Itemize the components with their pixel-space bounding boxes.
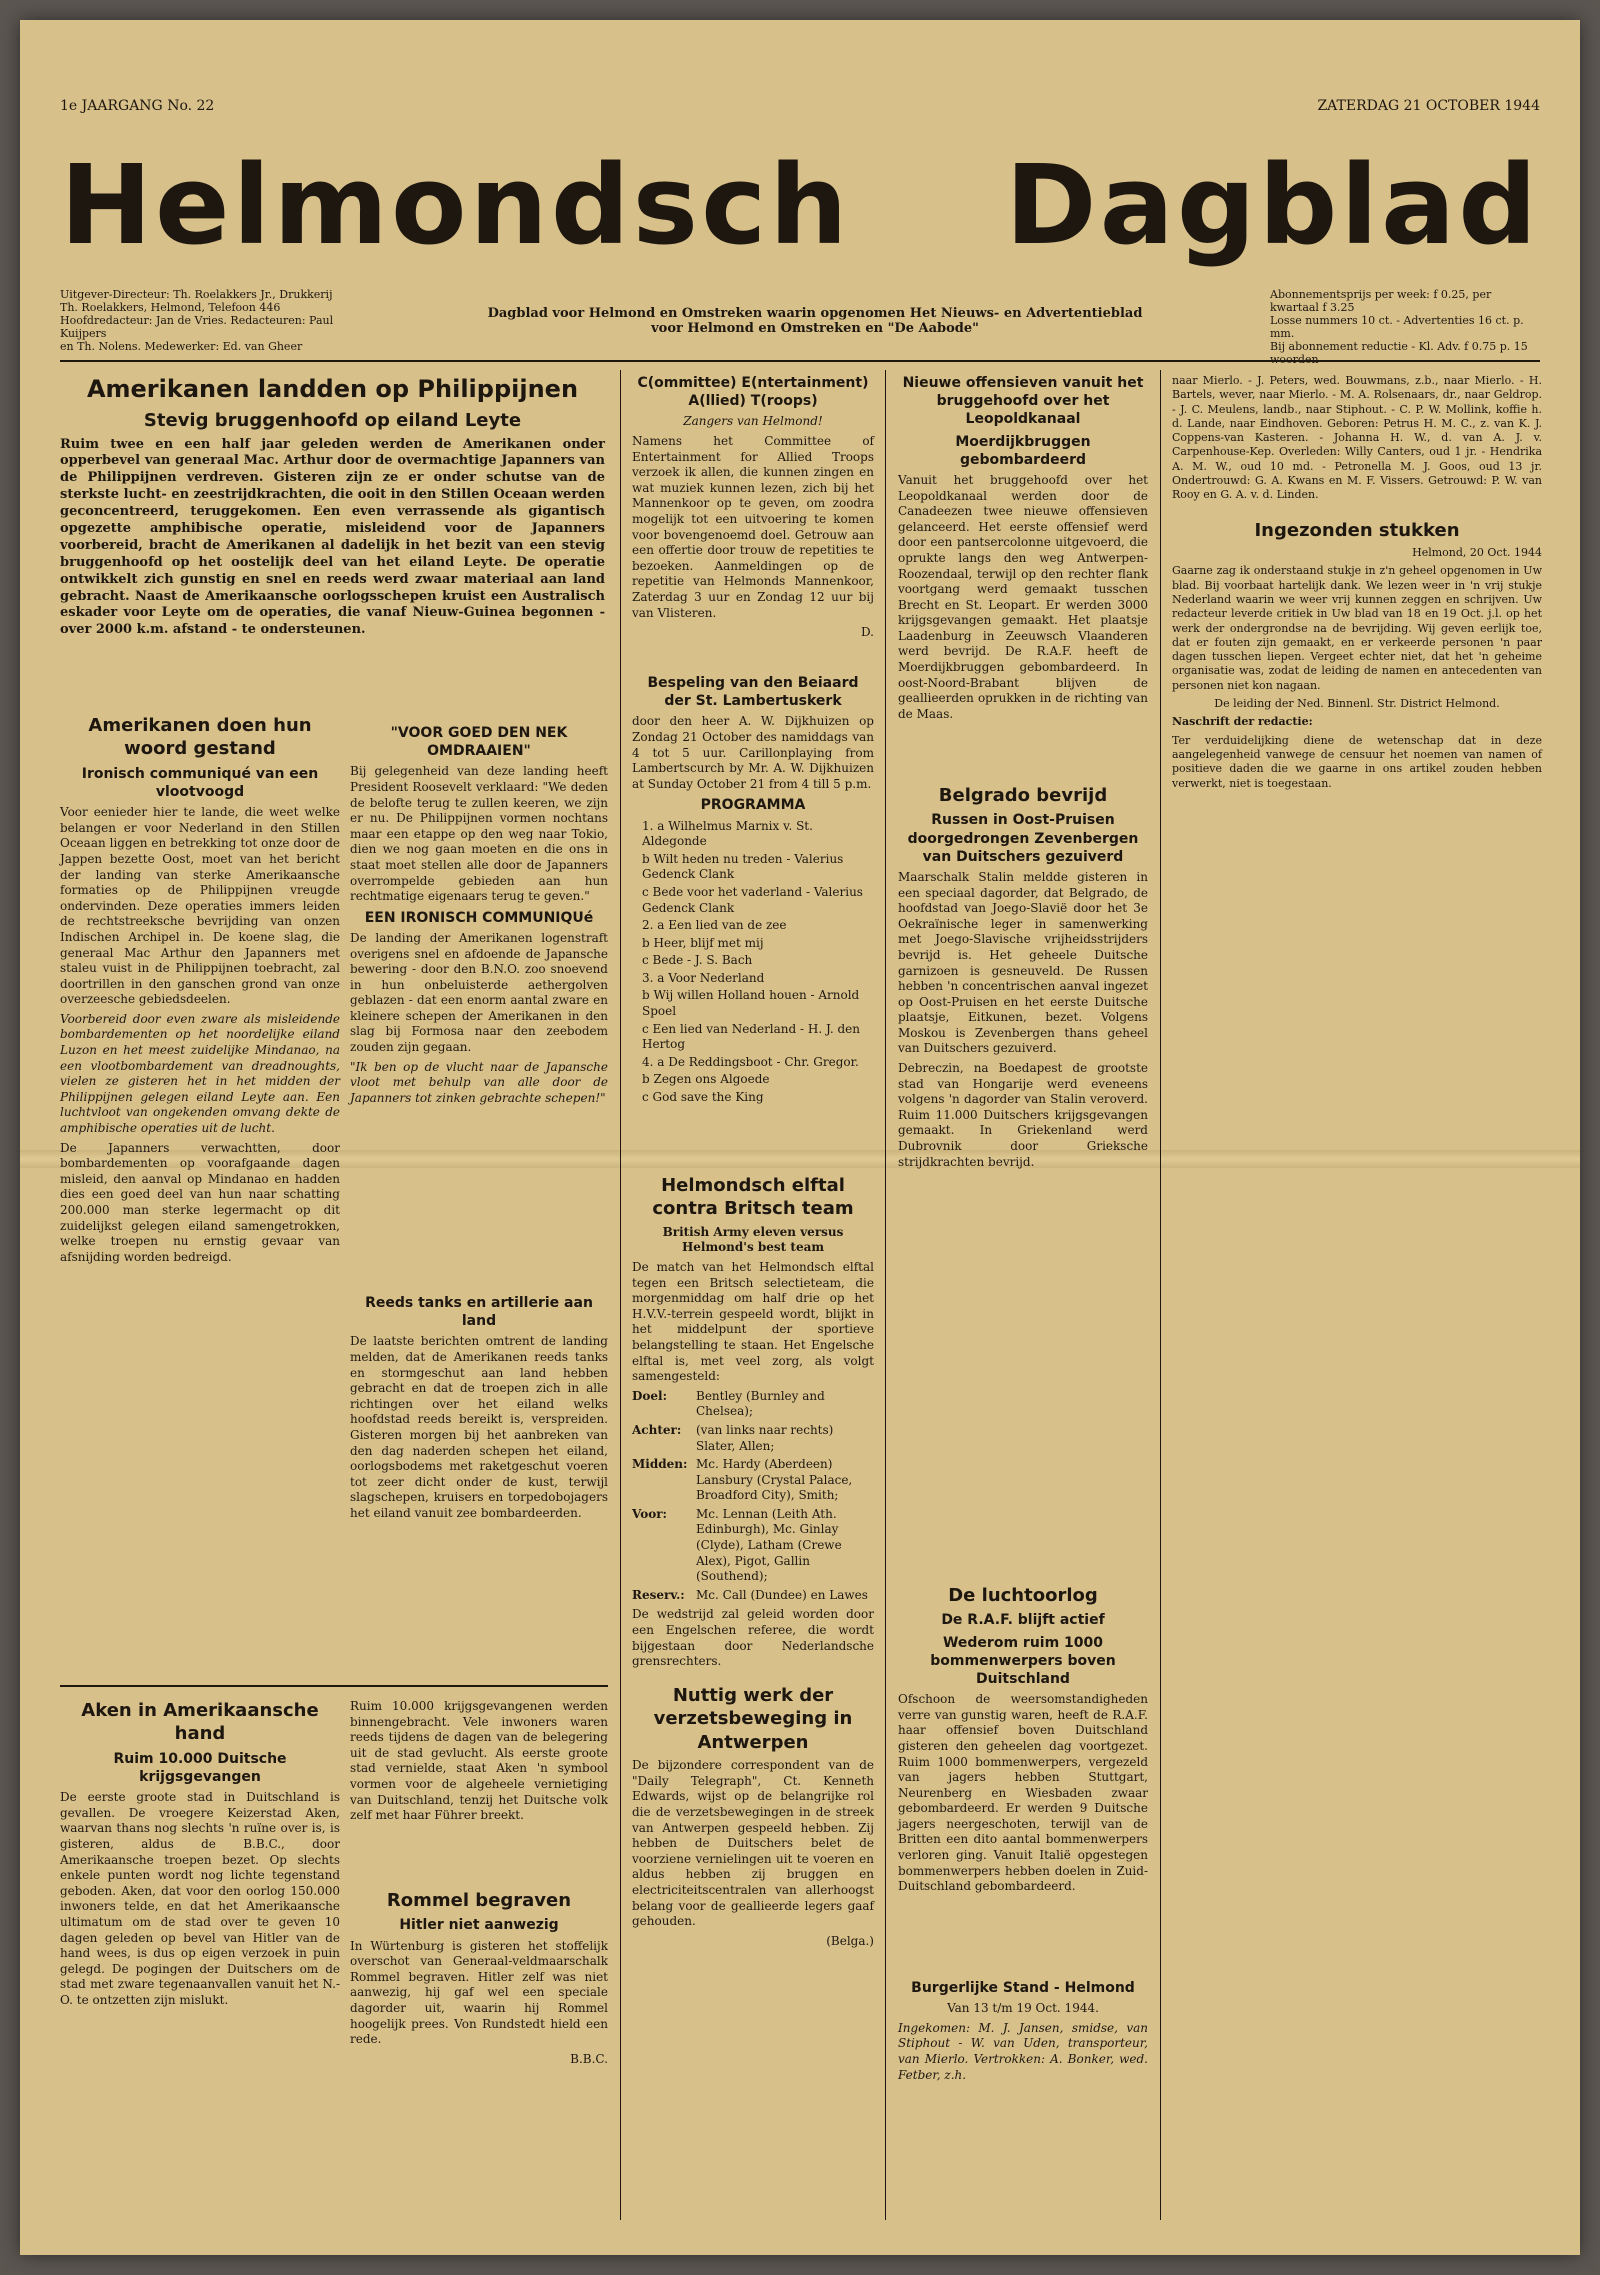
publisher-line: Th. Roelakkers, Helmond, Telefoon 446: [60, 301, 281, 314]
article-nek-quote: "Ik ben op de vlucht naar de Japansche vloot met behulp van alle door de Japanners tot zinken gebrachte schepen!": [350, 1059, 608, 1105]
article-aken-body: Ruim 10.000 krijgsgevangenen werden binnengebracht. Vele inwoners waren reeds tijdens de dagen van de belegering uit de stad gevlucht. Als eerste groote stad vernielde, staat Aken 'n symbool vormen voor de algeheele vernietiging van Duitschland, tenzij het Duitsche volk zelf met haar Führer breekt.: [350, 1699, 608, 1823]
article-committee-subhead: Zangers van Helmond!: [683, 414, 823, 429]
article-aken-subhead: Ruim 10.000 Duitsche krijgsgevangen: [113, 1750, 287, 1785]
subscription-line: Bij abonnement reductie - Kl. Adv. f 0.75 p. 15: [1270, 340, 1528, 353]
lineup-position: Doel:: [632, 1388, 668, 1403]
civil-registry-body: naar Mierlo. - J. Peters, wed. Bouwmans, z.b., naar Mierlo. - H. Bartels, wever, naar Mierlo. - M. A. Rolsenaars, dr., naar Geldrop. - J. C. Meulens, landb., naar Stiphout. - C. P. W. Mollink, koffie h. d. Lande, naar Eindhoven. Geboren: Petrus H. M. C., z. van K. J. Coppens-van Kasteren. - Johanna H. W., d. van A. J. v. Carpenhouse-Kep. Overleden: Willy Canters, oud 1 jr. - Hendrika A. M. W., oud 10 md. - Petronella M. J. Goos, oud 13 jr. Ondertrouwd: G. A. Kwans en M. F. Vissers. Getrouwd: P. W. van Rooy en G. A. v. d. Linden.: [1172, 374, 1542, 502]
program-item: 1. a Wilhelmus Marnix v. St. Aldegonde: [642, 818, 813, 849]
lineup-names: Mc. Hardy (Aberdeen) Lansbury (Crystal Palace, Broadford City), Smith;: [696, 1457, 853, 1503]
lineup-row: [632, 1423, 874, 1454]
header-top-line: [60, 98, 1540, 114]
section-divider: [60, 1685, 608, 1687]
article-nek-body: Bij gelegenheid van deze landing heeft President Roosevelt verklaard: "We deden de belofte terug te zullen keeren, we zijn er nu. De Philippijnen vormen nochtans maar een etappe op den weg naar Tokio, dien we nog gaan moeten en die ons in staat moet stellen alle door de Japanners overrompelde gebieden aan hun rechtmatige eigenaars terug te geven.": [350, 764, 608, 904]
article-rommel: [350, 1885, 608, 2067]
article-doen-headline: Amerikanen doen hun woord gestand: [88, 715, 312, 760]
article-verzet-source: (Belga.): [826, 1933, 874, 1948]
lineup-row: [632, 1457, 874, 1504]
lineup-row: [632, 1389, 874, 1420]
column-divider: [1160, 370, 1161, 2220]
publisher-line: en Th. Nolens. Medewerker: Ed. van Gheer: [60, 340, 303, 353]
ingezonden-headline: Ingezonden stukken: [1254, 519, 1460, 541]
article-offensief-subhead: Moerdijkbruggen gebombardeerd: [955, 433, 1091, 468]
article-lucht-subhead2: Wederom ruim 1000 bommenwerpers boven Duitschland: [930, 1634, 1116, 1687]
article-offensief: [898, 370, 1148, 726]
program-item: c Bede - J. S. Bach: [642, 953, 753, 968]
article-committee-sig: D.: [860, 625, 874, 640]
naschrift-title: Naschrift der redactie:: [1172, 715, 1313, 729]
lineup-position: Voor:: [632, 1506, 667, 1521]
column-divider: [885, 370, 886, 2220]
article-tanks: [350, 1290, 608, 1526]
ingezonden-body: Gaarne zag ik onderstaand stukje in z'n geheel opgenomen in Uw blad. Bij voorbaat hartelijk dank. We lezen weer in 'n vrij stukje Nederland waarin we weer vrij kunnen zeggen en schrijven. Uw redacteur leverde critiek in Uw blad van 18 en 19 Oct. j.l. op het werk der ondergrondse na de bevrijding. Wij geven eerlijk toe, dat er fouten zijn gemaakt, en er verkeerde personen 'n paar dagen tusschen liepen. Vergeet echter niet, dat het 'n geheime organisatie was, zodat de leiding de namen en antecedenten van personen niet kon nagaan.: [1172, 564, 1542, 692]
article-elftal-headline: Helmondsch elftal contra Britsch team: [652, 1175, 854, 1220]
lineup-row: [632, 1507, 874, 1585]
article-doen-body: Voorbereid door even zware als misleidende bombardementen op het noordelijke eiland Luzon en het meest zuidelijke Mindanao, na een vlootbombardement van dreadnoughts, vielen ze gisteren het in het midden der Philippijnen gelegen eiland Leyte aan. Een luchtvloot van ongekenden omvang dekte de amphibische operaties uit de lucht.: [60, 1011, 340, 1136]
naschrift-body: Ter verduidelijking diene de wetenschap dat in deze aangelegenheid vanwege de censuur het noemen van namen of positieve daden die we gaarne in ons artikel zouden hebben verwerkt, niet is toegestaan.: [1172, 733, 1542, 790]
header-info-row: [60, 288, 1540, 358]
main-article: [60, 370, 605, 643]
subscription-info: [1270, 288, 1540, 358]
article-rommel-body: In Würtenburg is gisteren het stoffelijk overschot van Generaal-veldmaarschalk Rommel begraven. Hitler zelf was niet aanwezig, hij gaf wel een speciale dagorder uit, waarin hij Rommel hoogelijk prees. Von Rundstedt hield een rede.: [350, 1938, 608, 2047]
article-elftal-body: De match van het Helmondsch elftal tegen een Britsch selectieteam, die morgenmiddag om half drie op het H.V.V.-terrein gespeeld wordt, blijkt in het middelpunt der sportieve belangstelling te staan. Het Engelsche elftal is, met veel zorg, als volgt samengesteld:: [632, 1259, 874, 1384]
article-aken-headline: Aken in Amerikaansche hand: [81, 1700, 319, 1745]
article-offensief-headline: Nieuwe offensieven vanuit het bruggehoofd over het Leopoldkanaal: [902, 375, 1144, 428]
article-nek-body: De landing der Amerikanen logenstraft overigens snel en afdoende de Japansche bewering - door den B.N.O. zoo snoevend in hun onbeluisterde aethergolven geblazen - dat een enorm aantal zware en kleinere schepen der Amerikanen in den slag bij Formosa naar den zeebodem zouden zijn gegaan.: [350, 930, 608, 1055]
tagline-line: Dagblad voor Helmond en Omstreken waarin opgenomen Het Nieuws- en Advertentieblad: [487, 306, 1143, 321]
program-item: b Wilt heden nu treden - Valerius Gedenck Clank: [642, 851, 844, 882]
article-belgrado-body: Debreczin, na Boedapest de grootste stad van Hongarije werd eveneens volgens 'n dagorder van Stalin veroverd. Ruim 11.000 Duitschers krijgsgevangen gemaakt. In Griekenland werd Dubrovnik door Grieksche strijdkrachten bevrijd.: [898, 1061, 1148, 1169]
article-tanks-headline: Reeds tanks en artillerie aan land: [365, 1295, 593, 1330]
program-item: c Een lied van Nederland - H. J. den Hertog: [642, 1021, 861, 1052]
jaargang-label: 1e JAARGANG No. 22: [60, 98, 215, 114]
article-burgerlijke-body: Ingekomen: M. J. Jansen, smidse, van Stiphout - W. van Uden, transporteur, van Mierlo. Vertrokken: A. Bonker, wed. Fetber, z.h.: [898, 2020, 1148, 2082]
publisher-line: Uitgever-Directeur: Th. Roelakkers Jr., Drukkerij: [60, 288, 333, 301]
publisher-info: [60, 288, 360, 358]
masthead-title-left: Helmondsch: [60, 141, 851, 269]
ingezonden-date: Helmond, 20 Oct. 1944: [1412, 546, 1542, 560]
article-verzet: [632, 1680, 874, 1949]
issue-date: ZATERDAG 21 OCTOBER 1944: [1317, 98, 1540, 114]
article-committee-headline: C(ommittee) E(ntertainment) A(llied) T(roops): [637, 375, 869, 410]
article-lucht-body: Ofschoon de weersomstandigheden verre van gunstig waren, heeft de R.A.F. haar offensief boven Duitschland gisteren den geheelen dag voortgezet. Ruim 1000 bommenwerpers, vergezeld van jagers hebben Stuttgart, Neurenberg en Wiesbaden zwaar gebombardeerd. Er werden 9 Duitsche jagers neergeschoten, terwijl van de Britten een dito aantal bommenwerpers verloren ging. Vanuit Italië opgestegen bommenwerpers hebben doelen in Zuid-Duitschland gebombardeerd.: [898, 1692, 1148, 1894]
article-committee: [632, 370, 874, 641]
tagline-line: voor Helmond en Omstreken en "De Aabode": [651, 321, 979, 336]
article-doen-body: Voor eenieder hier te lande, die weet welke belangen er voor Nederland in den Stillen Oceaan liggen en betrekking tot onze door de Jappen bezette Oost, moet van het bericht der landing van sterke Amerikaansche formaties op de Philippijnen vreugde ondervinden. Deze operaties immers leiden de rechtstreeksche bevrijding van onzen Indischen Archipel in. De koene slag, die generaal Mac Arthur den Japanners met staleu vuist in de Philippijnen toebracht, zal doortrillen in den ganschen grond van onze overzeesche gebiedsdeelen.: [60, 805, 340, 1007]
article-burgerlijke-dates: Van 13 t/m 19 Oct. 1944.: [947, 2001, 1099, 2016]
lineup-position: Reserv.:: [632, 1587, 685, 1602]
tagline: [384, 288, 1246, 358]
article-belgrado: [898, 780, 1148, 1174]
lineup-row: [632, 1588, 874, 1604]
article-committee-body: Namens het Committee of Entertainment for Allied Troops verzoek ik allen, die kunnen zingen en wat muziek kunnen lezen, zich bij het Mannenkoor op te geven, om zoodra mogelijk tot een uitvoering te komen voor bovengenoemd doel. Getrouw aan een offertie door trouw de repetities te bezoeken. Aanmeldingen op de repetitie van Helmonds Mannenkoor, Zaterdag 3 uur en Zondag 12 uur bij van Vlisteren.: [632, 433, 874, 620]
article-verzet-body: De bijzondere correspondent van de "Daily Telegraph", Ct. Kenneth Edwards, wijst op de belangrijke rol die de verzetsbewegingen in de streek van Antwerpen gespeeld hebben. Zij hebben de Duitschers belet de voorziene vernielingen uit te voeren en aldus hebben zij bruggen en electriciteitscentralen van allerhoogst belang voor de geallieerde legers gaaf gehouden.: [632, 1758, 874, 1929]
main-headline: Amerikanen landden op Philippijnen: [86, 375, 579, 403]
lineup-names: (van links naar rechts) Slater, Allen;: [696, 1422, 834, 1453]
article-concert-headline: Bespeling van den Beiaard der St. Lambertuskerk: [647, 675, 859, 710]
article-rommel-source: B.B.C.: [570, 2051, 608, 2066]
program-item: 2. a Een lied van de zee: [642, 918, 787, 933]
masthead: [60, 130, 1540, 280]
article-right-column: [1172, 370, 1542, 795]
article-doen-body: De Japanners verwachtten, door bombardementen op voorafgaande dagen misleid, den aanval op Mindanao en hadden dies een goed deel van hun naar schatting 200.000 man sterke legermacht op dit zuidelijkst gelegen eiland samengetrokken, welke troepen nu ernstig gevaar van afsnijding worden bedreigd.: [60, 1140, 340, 1264]
article-burgerlijke: [898, 1975, 1148, 2087]
article-nek: [350, 720, 608, 1110]
program-item: 3. a Voor Nederland: [642, 970, 765, 985]
article-belgrado-subhead: Russen in Oost-Pruisen doorgedrongen Zevenbergen van Duitschers gezuiverd: [907, 812, 1139, 865]
article-aken-body: De eerste groote stad in Duitschland is gevallen. De vroegere Keizerstad Aken, waarvan thans nog slechts 'n ruïne over is, is gisteren, aldus de B.B.C., door Amerikaansche troepen bezet. Op slechts enkele punten wordt nog lichte tegenstand geboden. Aken, dat voor den oorlog 150.000 inwoners telde, en dat het Amerikaansche ultimatum om de stad over te geven 10 dagen geleden op bevel van Hitler van de hand wees, is dus op eigen verzoek in puin gelegd. De pogingen der Duitschers om de stad met zware tegenaanvallen vanuit het N.-O. te ontzetten zijn mislukt.: [60, 1790, 340, 2007]
article-lucht-subhead: De R.A.F. blijft actief: [941, 1612, 1105, 1629]
article-burgerlijke-headline: Burgerlijke Stand - Helmond: [911, 1980, 1135, 1996]
article-nek-subhead: EEN IRONISCH COMMUNIQUé: [364, 909, 594, 926]
column-divider: [620, 370, 621, 2220]
article-aken: [60, 1695, 340, 2012]
article-concert-body: door den heer A. W. Dijkhuizen op Zondag 21 October des namiddags van 4 tot 5 uur. Carillonplaying from Lambertscurch by Mr. A. W. Dijkhuizen at Sunday October 21 from 4 till 5 p.m.: [632, 714, 874, 791]
article-elftal-closing: De wedstrijd zal geleid worden door een Engelschen referee, die wordt bijgestaan door Nederlandsche grensrechters.: [632, 1607, 874, 1669]
masthead-title-right: Dagblad: [1005, 141, 1540, 269]
program-item: c Bede voor het vaderland - Valerius Gedenck Clank: [642, 884, 863, 915]
article-belgrado-body: Maarschalk Stalin meldde gisteren in een speciaal dagorder, dat Belgrado, de hoofdstad van Joego-Slavië door het 3e Oekraïnische leger in samenwerking met Joego-Slavische vrijheidsstrijders bevrijd is. Het geheele Duitsche garnizoen is gesneuveld. De Russen hebben 'n concentrischen aanval ingezet op Oost-Pruisen en het eerste Duitsche plaatsje, Eitkunen, bezet. Volgens Moskou is Zevenbergen thans geheel van Duitschers gezuiverd.: [898, 869, 1148, 1056]
lineup-position: Achter:: [632, 1422, 682, 1437]
lineup-names: Mc. Call (Dundee) en Lawes: [696, 1587, 868, 1602]
article-tanks-body: De laatste berichten omtrent de landing melden, dat de Amerikanen reeds tanks en stormgeschut aan land hebben gebracht en dat de troepen zich in alle richtingen over het eiland welks hoofdstad reeds bereikt is, verspreiden. Gisteren morgen bij het aanbreken van den dag naderden schepen het eiland, oorlogsbodems met raketgeschut voeren tot zeer dicht onder de kust, terwijl slagschepen, kruisers en torpedobojagers het eiland vanuit zee bombardeerden.: [350, 1334, 608, 1520]
article-rommel-subhead: Hitler niet aanwezig: [399, 1917, 559, 1934]
lineup-names: Bentley (Burnley and Chelsea);: [696, 1388, 825, 1419]
article-concert: [632, 670, 874, 1108]
article-doen-subhead: Ironisch communiqué van een vlootvoogd: [81, 765, 319, 800]
article-elftal-subhead: British Army eleven versus Helmond's best team: [662, 1224, 844, 1255]
lineup-names: Mc. Lennan (Leith Ath. Edinburgh), Mc. Ginlay (Clyde), Latham (Crewe Alex), Pigot, Gallin (Southend);: [696, 1506, 842, 1584]
article-doen: [60, 710, 340, 1269]
subscription-line: Abonnementsprijs per week: f 0.25, per kwartaal f 3.25: [1270, 288, 1492, 314]
program-list: [642, 819, 874, 1106]
program-title: PROGRAMMA: [700, 797, 806, 814]
program-item: 4. a De Reddingsboot - Chr. Gregor.: [642, 1054, 859, 1069]
article-lucht: [898, 1580, 1148, 1899]
ingezonden-sig: De leiding der Ned. Binnenl. Str. District Helmond.: [1214, 697, 1500, 711]
main-subhead: Stevig bruggenhoofd op eiland Leyte: [143, 410, 522, 432]
article-nek-headline: "VOOR GOED DEN NEK OMDRAAIEN": [390, 725, 568, 760]
program-item: c God save the King: [642, 1090, 764, 1105]
header-divider: [60, 360, 1540, 362]
program-item: b Zegen ons Algoede: [642, 1072, 770, 1087]
lineup-position: Midden:: [632, 1457, 688, 1472]
program-item: b Heer, blijf met mij: [642, 935, 764, 950]
article-offensief-body: Vanuit het bruggehoofd over het Leopoldkanaal werden door de Canadeezen twee nieuwe offensieven gelanceerd. Het eerste offensief werd door een pantsercolonne uitgevoerd, die oprukte langs den weg Antwerpen-Roozendaal, terwijl op den rechter flank voortgang werd gemaakt tusschen Brecht en St. Leopart. Er werden 3000 krijgsgevangen gemaakt. Het plaatsje Laadenburg in Zeeuwsch Vlaanderen werd bevrijd. De R.A.F. heeft de Moerdijkbruggen gebombardeerd. In oost-Noord-Brabant blijven de geallieerden oprukken in de richting van de Maas.: [898, 472, 1148, 721]
main-lead: Ruim twee en een half jaar geleden werden de Amerikanen onder opperbevel van generaal Mac. Arthur door de overmachtige Japanners van de Philippijnen verdreven. Gisteren zijn ze er onder schutse van de sterkste lucht- en zeestrijdkrachten, die ooit in den Stillen Oceaan werden geconcentreerd, teruggekomen. Een even verrassende als gigantisch opgezette amphibische operatie, misleidend voor de Japanners voorbereid, bracht de Amerikanen al dadelijk in het bezit van een stevig bruggenhoofd op het oostelijk deel van het eiland Leyte. De operatie ontwikkelt zich gunstig en snel en reeds werd zwaar materiaal aan land gebracht. Naast de Amerikaansche oorlogsschepen kruist een Australisch eskader voor Leyte om de operaties, die vanaf Nieuw-Guinea begonnen - over 2000 k.m. afstand - te ondersteunen.: [60, 436, 605, 638]
article-aken-continued: [350, 1695, 608, 1828]
article-rommel-headline: Rommel begraven: [386, 1890, 572, 1911]
publisher-line: Hoofdredacteur: Jan de Vries. Redacteuren: Paul Kuijpers: [60, 314, 334, 340]
article-belgrado-headline: Belgrado bevrijd: [938, 785, 1108, 806]
article-lucht-headline: De luchtoorlog: [948, 1585, 1098, 1606]
article-verzet-headline: Nuttig werk der verzetsbeweging in Antwerpen: [653, 1685, 853, 1753]
newspaper-page: [20, 20, 1580, 2255]
program-item: b Wij willen Holland houen - Arnold Spoel: [642, 988, 860, 1019]
subscription-line: Losse nummers 10 ct. - Advertenties 16 ct. p. mm.: [1270, 314, 1524, 340]
article-elftal: [632, 1170, 874, 1674]
